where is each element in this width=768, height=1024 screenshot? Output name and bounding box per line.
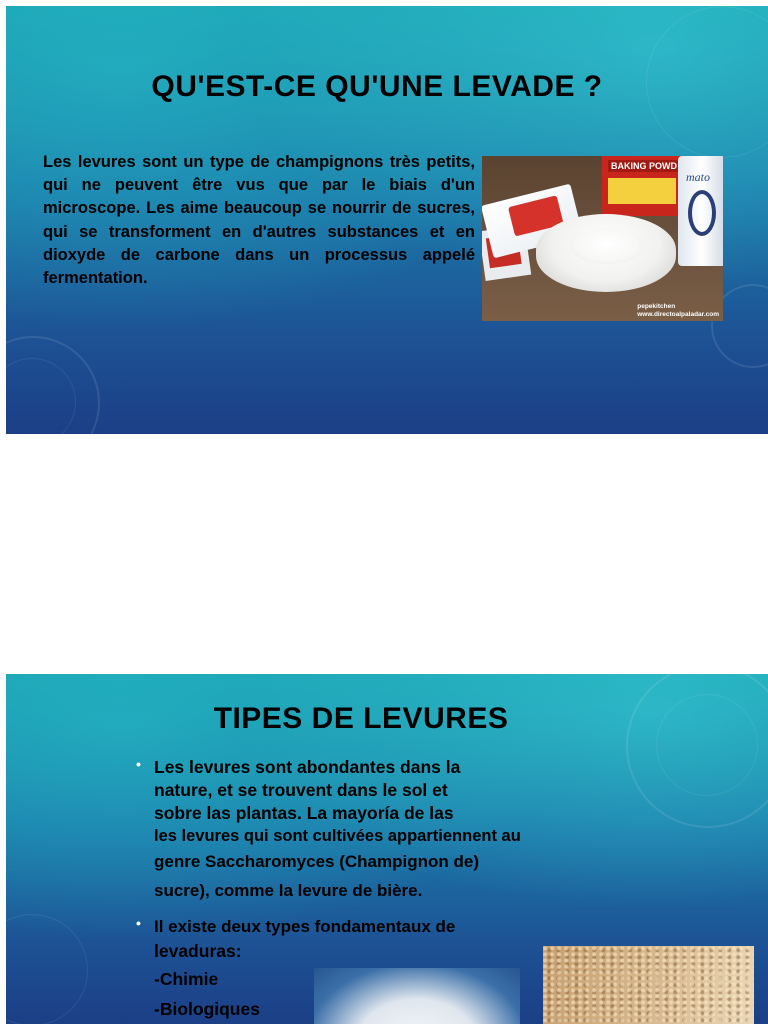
slide-2 [6,674,768,1024]
bullet-line: Les levures sont abondantes dans la [154,757,461,777]
baking-powder-box [602,156,682,216]
slide-2-title: TIPES DE LEVURES [213,702,509,735]
slide-1-title: QU'EST-CE QU'UNE LEVADE ? [151,70,603,103]
photo-caption-line: www.directoalpaladar.com [637,311,719,318]
bullet-line: sobre las plantas. La mayoría de las [154,803,454,823]
decorative-ring [6,914,88,1024]
chemical-yeast-photo [314,968,520,1024]
sub-item-biologiques: -Biologiques [154,999,260,1019]
list-item [136,756,626,905]
photo-caption [637,303,719,319]
bullet-line: Il existe deux types fondamentaux de [154,917,456,936]
yeast-jar [678,156,723,266]
baking-powder-photo [482,156,723,321]
bullet-line: sucre), comme la levure de bière. [154,881,423,900]
photo-caption-line: pepekitchen [637,303,676,310]
bullet-line: nature, et se trouvent dans le sol et [154,780,448,800]
bullet-line: les levures qui sont cultivées appartiennent au [154,827,521,845]
bullet-icon: • [136,915,141,931]
white-powder [570,228,644,264]
bullet-line: levaduras: [154,941,242,961]
slide-1-body: Les levures sont un type de champignons très petits, qui ne peuvent être vus que par le biais d'un microscope. Les aime beaucoup se nourrir de sucres, qui se transforment en d'autres substances et en dioxyde de carbone dans un processus appelé fermentation. [43,153,475,288]
bullet-icon: • [136,756,141,772]
bullet-line: genre Saccharomyces (Champignon de) [154,852,479,871]
slide-1 [6,6,768,434]
sub-item-chimie: -Chimie [154,969,219,989]
dry-yeast-granules-photo [543,946,754,1024]
